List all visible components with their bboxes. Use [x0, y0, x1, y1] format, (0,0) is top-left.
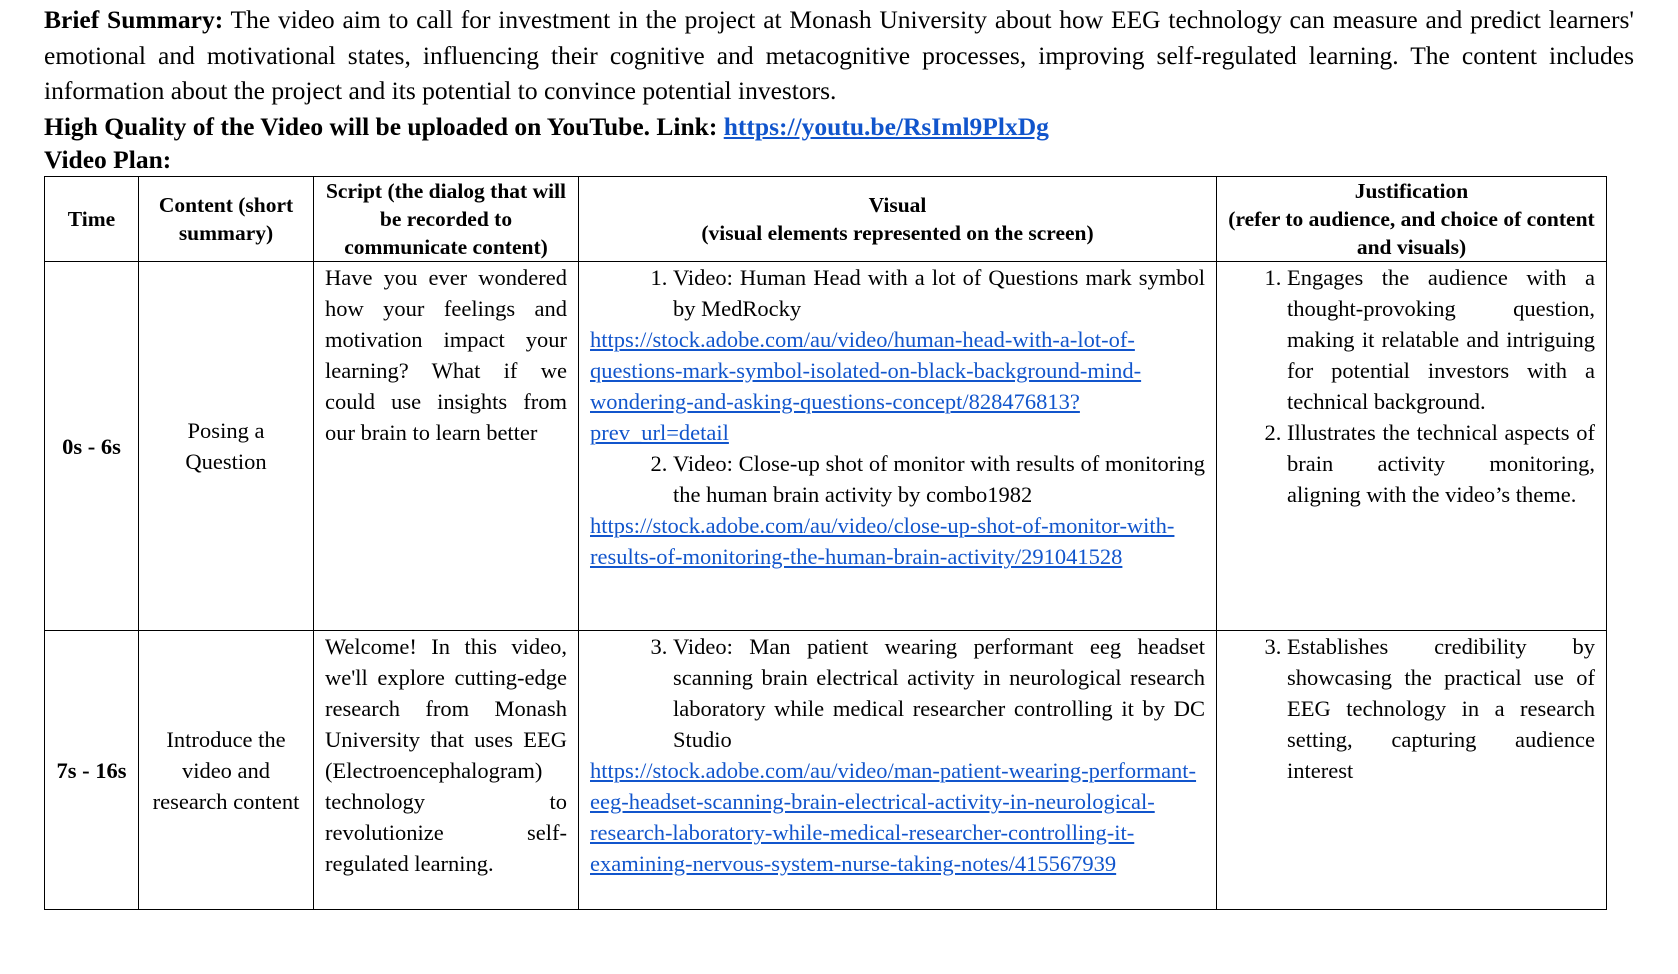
visual-item: [590, 448, 1205, 572]
row-time: 0s - 6s: [45, 262, 139, 631]
brief-summary-text: The video aim to call for investment in the project at Monash University about how EEG technology can measure and predict learners' emotional and motivational states, influencing their cognitive and metacognitive processes, improving self-regulated learning. The content includes information about the project and its potential to convince potential investors.: [44, 5, 1634, 105]
header-justification: [1217, 177, 1607, 262]
justification-item: 1. Engages the audience with a thought-provoking question, making it relatable and intriguing for potential investors with a technical background.: [1287, 262, 1595, 417]
visual-item-text: Video: Close-up shot of monitor with results of monitoring the human brain activity by combo1982: [673, 451, 1205, 507]
row-visual: [579, 262, 1217, 631]
video-plan-table: [44, 176, 1607, 910]
table-header-row: [45, 177, 1607, 262]
header-justification-title: Justification: [1354, 179, 1469, 203]
visual-item-link[interactable]: https://stock.adobe.com/au/video/human-head-with-a-lot-of-questions-mark-symbol-isolated-on-black-background-mind-wondering-and-asking-questions-concept/828476813?prev_url=detail: [590, 327, 1142, 445]
row-script: Have you ever wondered how your feelings and motivation impact your learning? What if we could use insights from our brain to learn better: [314, 262, 579, 631]
visual-item-text: Video: Human Head with a lot of Questions mark symbol by MedRocky: [673, 265, 1205, 321]
row-time: 7s - 16s: [45, 631, 139, 910]
header-content: Content (short summary): [139, 177, 314, 262]
header-visual-subtitle: (visual elements represented on the screen): [701, 221, 1094, 245]
visual-item: [590, 631, 1205, 879]
justification-item: 2. Illustrates the technical aspects of brain activity monitoring, aligning with the video’s theme.: [1287, 417, 1595, 510]
visual-item-link[interactable]: https://stock.adobe.com/au/video/close-up-shot-of-monitor-with-results-of-monitoring-the-human-brain-activity/291041528: [590, 513, 1175, 569]
row-script: Welcome! In this video, we'll explore cutting-edge research from Monash University that uses EEG (Electroencephalogram) technology to revolutionize self-regulated learning.: [314, 631, 579, 910]
justification-item: 3. Establishes credibility by showcasing the practical use of EEG technology in a research setting, capturing audience interest: [1287, 631, 1595, 786]
visual-item: [590, 262, 1205, 448]
justification-list: [1228, 262, 1595, 510]
visual-list: [590, 631, 1205, 879]
visual-item-link[interactable]: https://stock.adobe.com/au/video/man-patient-wearing-performant-eeg-headset-scanning-brain-electrical-activity-in-neurological-research-laboratory-while-medical-researcher-controlling-it-examining-nervous-system-nurse-taking-notes/415567939: [590, 758, 1197, 876]
row-justification: [1217, 262, 1607, 631]
row-content: Introduce the video and research content: [139, 631, 314, 910]
youtube-link-line: [44, 109, 1634, 145]
header-justification-subtitle: (refer to audience, and choice of content and visuals): [1228, 207, 1595, 259]
youtube-link[interactable]: https://youtu.be/RsIml9PlxDg: [723, 111, 1049, 141]
visual-list: [590, 262, 1205, 572]
table-row: [45, 262, 1607, 631]
header-script: Script (the dialog that will be recorded to communicate content): [314, 177, 579, 262]
visual-item-text: Video: Man patient wearing performant eeg headset scanning brain electrical activity in neurological research laboratory while medical researcher controlling it by DC Studio: [673, 634, 1205, 752]
row-visual: [579, 631, 1217, 910]
header-visual: [579, 177, 1217, 262]
header-time: Time: [45, 177, 139, 262]
header-visual-title: Visual: [868, 193, 927, 217]
video-plan-title: Video Plan:: [44, 145, 172, 174]
table-row: [45, 631, 1607, 910]
row-justification: [1217, 631, 1607, 910]
row-content: Posing a Question: [139, 262, 314, 631]
justification-list: [1228, 631, 1595, 786]
youtube-link-label: High Quality of the Video will be uploaded on YouTube. Link:: [44, 111, 724, 141]
brief-summary: [44, 2, 1634, 109]
brief-summary-label: Brief Summary:: [44, 5, 224, 34]
